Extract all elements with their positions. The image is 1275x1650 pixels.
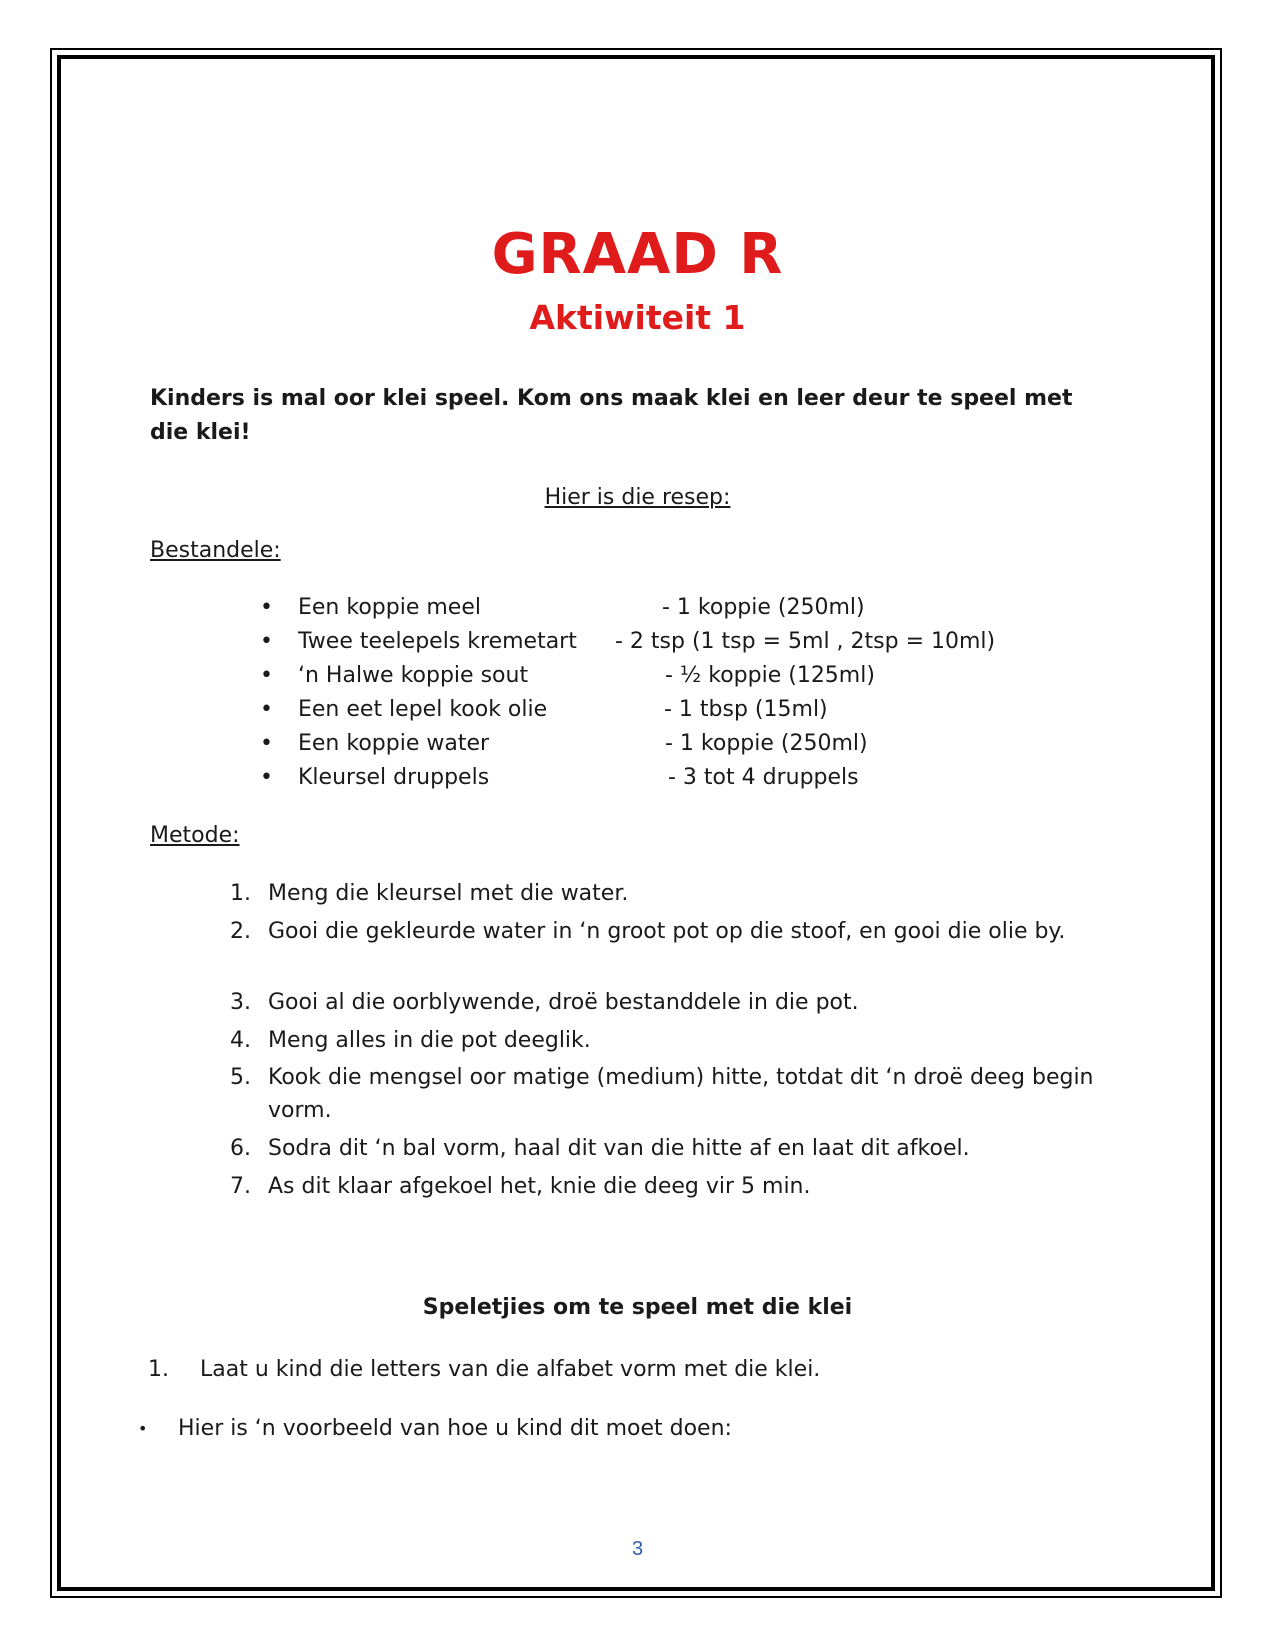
ingredient-quantity: - 3 tot 4 druppels xyxy=(668,765,859,790)
step-text: Meng alles in die pot deeglik. xyxy=(268,1028,591,1053)
step-number: 2. xyxy=(230,919,251,944)
step-text: Sodra dit ‘n bal vorm, haal dit van die hitte af en laat dit afkoel. xyxy=(268,1136,970,1161)
bullet-icon: • xyxy=(260,731,273,756)
step-number: 5. xyxy=(230,1065,251,1090)
bullet-icon: • xyxy=(260,765,273,790)
bullet-icon: • xyxy=(260,663,273,688)
ingredient-quantity: - 1 tbsp (15ml) xyxy=(664,697,828,722)
ingredient-name: Een koppie water xyxy=(298,731,490,756)
step-text: Gooi al die oorblywende, droë bestanddele in die pot. xyxy=(268,990,859,1015)
ingredient-name: Een eet lepel kook olie xyxy=(298,697,548,722)
ingredient-name: Kleursel druppels xyxy=(298,765,490,790)
ingredient-name: Een koppie meel xyxy=(298,595,481,620)
ingredient-name: ‘n Halwe koppie sout xyxy=(298,663,529,688)
step-text: As dit klaar afgekoel het, knie die deeg vir 5 min. xyxy=(268,1174,811,1199)
bullet-icon: • xyxy=(260,595,273,620)
step-text: Kook die mengsel oor matige (medium) hitte, totdat dit ‘n droë deeg begin vorm. xyxy=(268,1065,1094,1123)
games-heading: Speletjies om te speel met die klei xyxy=(422,1295,853,1320)
method-heading: Metode: xyxy=(150,823,240,848)
ingredient-name: Twee teelepels kremetart xyxy=(298,629,577,654)
step-text: Gooi die gekleurde water in ‘n groot pot op die stoof, en gooi die olie by. xyxy=(268,919,1066,944)
ingredient-quantity: - 2 tsp (1 tsp = 5ml , 2tsp = 10ml) xyxy=(615,629,996,654)
bullet-icon: • xyxy=(260,697,273,722)
ingredient-quantity: - ½ koppie (125ml) xyxy=(665,663,875,688)
step-number: 6. xyxy=(230,1136,251,1161)
recipe-heading: Hier is die resep: xyxy=(544,485,731,510)
example-text: Hier is ‘n voorbeeld van hoe u kind dit moet doen: xyxy=(178,1416,732,1441)
step-text: Meng die kleursel met die water. xyxy=(268,881,629,906)
bullet-icon: • xyxy=(138,1419,148,1438)
step-number: 4. xyxy=(230,1028,251,1053)
game-number: 1. xyxy=(148,1357,169,1382)
bullet-icon: • xyxy=(260,629,273,654)
step-number: 7. xyxy=(230,1174,251,1199)
intro-paragraph: Kinders is mal oor klei speel. Kom ons maak klei en leer deur te speel met die klei! xyxy=(150,386,1073,445)
page-title: GRAAD R xyxy=(491,222,784,287)
ingredient-quantity: - 1 koppie (250ml) xyxy=(662,595,865,620)
step-number: 3. xyxy=(230,990,251,1015)
page-subtitle: Aktiwiteit 1 xyxy=(529,298,746,337)
game-text: Laat u kind die letters van die alfabet vorm met die klei. xyxy=(200,1357,821,1382)
page-number: 3 xyxy=(631,1538,644,1560)
ingredient-quantity: - 1 koppie (250ml) xyxy=(665,731,868,756)
step-number: 1. xyxy=(230,881,251,906)
ingredients-heading: Bestandele: xyxy=(150,538,281,563)
